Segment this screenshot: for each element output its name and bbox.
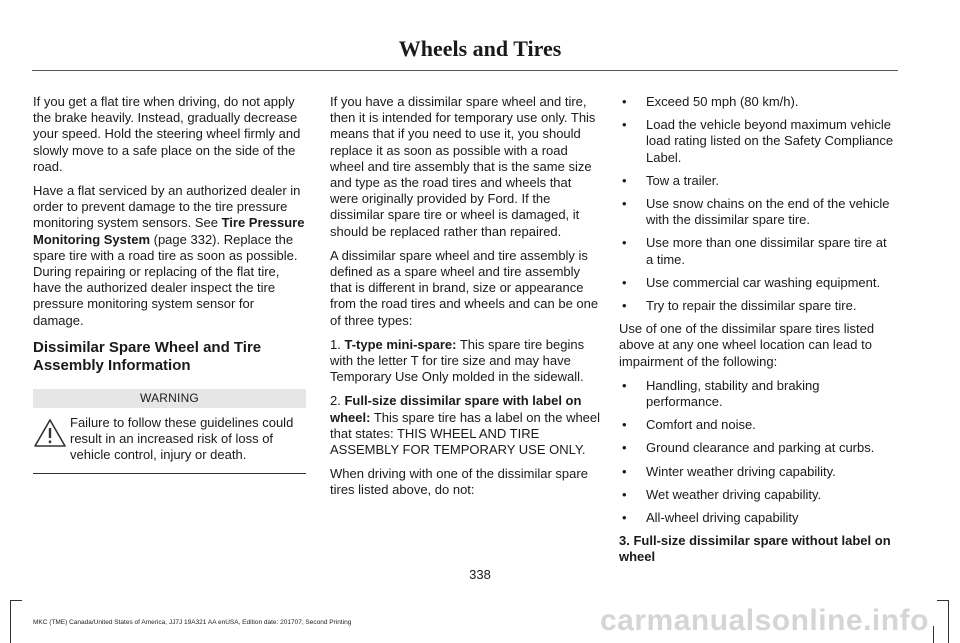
tpms-link[interactable]: Tire Pressure Monitoring System [33, 215, 305, 247]
page-reference: (page 332). [150, 231, 221, 247]
definition-paragraph: A dissimilar spare wheel and tire assembly is defined as a spare wheel and tire assembly that is different in brand, size or appearance from the road tires and wheels and can be one of three types: [330, 247, 599, 328]
crop-mark [937, 600, 949, 601]
type-3-item: 3. Full-size dissimilar spare without label on wheel [619, 533, 891, 565]
list-item: • Try to repair the dissimilar spare tire. [619, 298, 895, 314]
impairment-list [619, 378, 895, 526]
warning-box [33, 389, 306, 475]
list-item: • Ground clearance and parking at curbs. [619, 440, 895, 456]
flat-tire-paragraph: If you get a flat tire when driving, do not apply the brake heavily. Instead, gradually decrease your speed. Hold the steering wheel firmly and slowly move to a safe place on the side of the road. [33, 94, 301, 174]
column-1 [33, 94, 306, 474]
list-item: • Use more than one dissimilar spare tire at a time. [619, 235, 895, 267]
service-paragraph: Have a flat serviced by an authorized dealer in order to prevent damage to the tire pressure monitoring system sensors. See Tire Pressure Monitoring System (page 332). Replace the spare tire with a road tire as soon as possible. During repairing or replacing of the flat tire, have the authorized dealer inspect the tire pressure monitoring system sensor for damage. [33, 183, 305, 328]
document-info: MKC (TME) Canada/United States of America, JJ7J 19A321 AA enUSA, Edition date: 201707, Second Printing [33, 619, 352, 626]
type-1-item: 1. T-type mini-spare: This spare tire begins with the letter T for tire size and may have Temporary Use Only molded in the sidewall. [330, 336, 585, 385]
list-item: • Use commercial car washing equipment. [619, 275, 895, 291]
do-not-list [619, 94, 895, 314]
list-item: • Wet weather driving capability. [619, 487, 895, 503]
warning-text: Failure to follow these guidelines could result in an increased risk of loss of vehicle control, injury or death. [70, 414, 294, 463]
crop-mark [10, 600, 22, 601]
type-2-item: 2. Full-size dissimilar spare with label on wheel: This spare tire has a label on the wheel that states: THIS WHEEL AND TIRE ASSEMBLY FOR TEMPORARY USE ONLY. [330, 393, 601, 458]
header-divider [32, 70, 898, 71]
list-item: • Load the vehicle beyond maximum vehicle load rating listed on the Safety Compliance Label. [619, 117, 895, 166]
crop-mark [948, 600, 949, 643]
column-2 [330, 94, 601, 507]
page-number: 338 [469, 567, 491, 582]
section-heading: Dissimilar Spare Wheel and Tire Assembly Information [33, 338, 262, 374]
list-item: • Winter weather driving capability. [619, 464, 895, 480]
crop-mark [933, 626, 934, 643]
impairment-paragraph: Use of one of the dissimilar spare tires listed above at any one wheel location can lead to impairment of the following: [619, 321, 875, 369]
list-item: • Comfort and noise. [619, 417, 895, 433]
crop-mark [10, 600, 11, 643]
warning-triangle-icon [33, 418, 67, 448]
list-item: • Use snow chains on the end of the vehicle with the dissimilar spare tire. [619, 196, 895, 228]
warning-label: WARNING [33, 389, 306, 408]
do-not-intro: When driving with one of the dissimilar spare tires listed above, do not: [330, 466, 588, 498]
column-3 [619, 94, 895, 574]
list-item: • Tow a trailer. [619, 173, 895, 189]
list-item: • Handling, stability and braking performance. [619, 378, 895, 410]
page-title: Wheels and Tires [398, 36, 562, 61]
list-item: • Exceed 50 mph (80 km/h). [619, 94, 895, 110]
list-item: • All-wheel driving capability [619, 510, 895, 526]
watermark: carmanualsonline.info [600, 604, 929, 637]
dissimilar-spare-paragraph: If you have a dissimilar spare wheel and tire, then it is intended for temporary use only. This means that if you need to use it, you should replace it as soon as possible with a road wheel and tire assembly that is the same size and type as the road tires and wheels that were originally provided by Ford. If the dissimilar spare tire or wheel is damaged, it should be replaced rather than repaired. [330, 94, 596, 239]
